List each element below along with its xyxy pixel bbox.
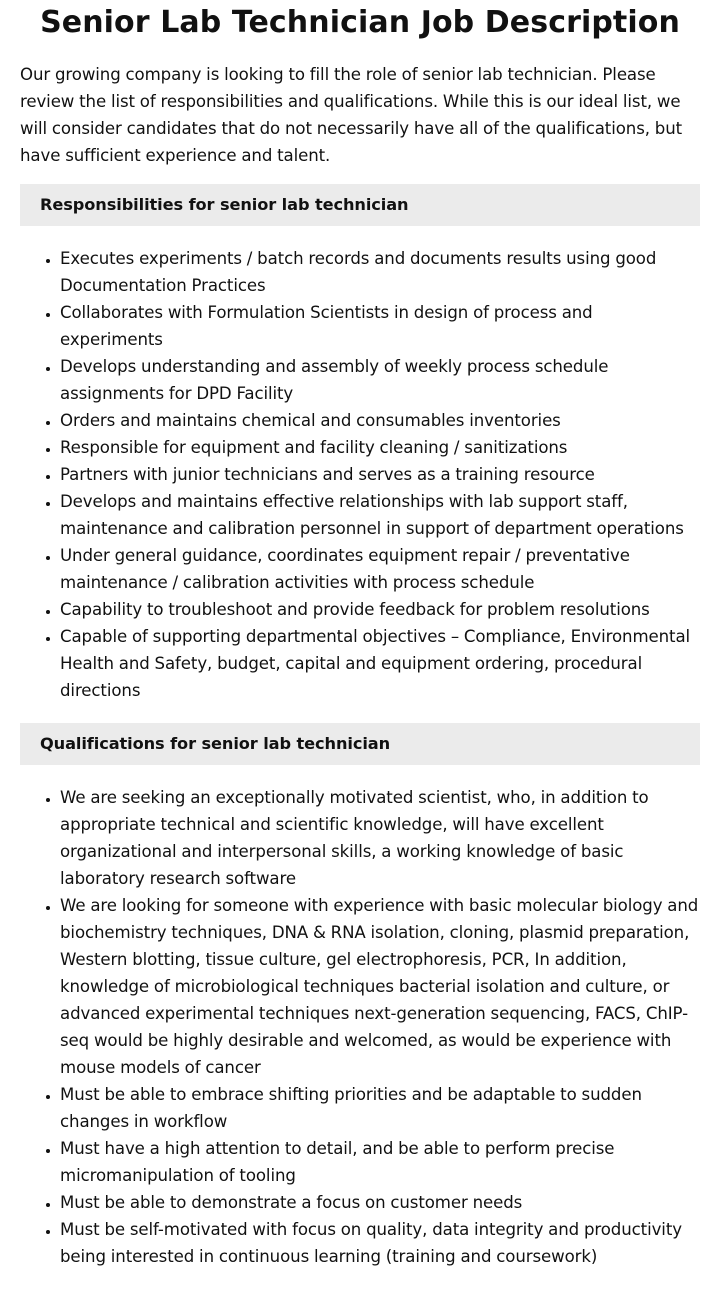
qualification-item: • We are seeking an exceptionally motivated scientist, who, in addition to appropriate technical and scientific knowledge, will have excellent organizational and interpersonal skills, a working knowledge of basic laboratory research software xyxy=(60,784,700,892)
responsibility-item: • Capable of supporting departmental objectives – Compliance, Environmental Health and Safety, budget, capital and equipment ordering, procedural directions xyxy=(60,623,700,704)
qualification-item: • Must be able to demonstrate a focus on customer needs xyxy=(60,1189,700,1216)
responsibility-item: • Capability to troubleshoot and provide feedback for problem resolutions xyxy=(60,596,700,623)
responsibility-item: • Executes experiments / batch records and documents results using good Documentation Practices xyxy=(60,245,700,299)
responsibilities-list xyxy=(20,245,700,704)
responsibility-item: • Collaborates with Formulation Scientists in design of process and experiments xyxy=(60,299,700,353)
qualification-item: • Must be able to embrace shifting priorities and be adaptable to sudden changes in workflow xyxy=(60,1081,700,1135)
qualification-item: • We are looking for someone with experience with basic molecular biology and biochemistry techniques, DNA & RNA isolation, cloning, plasmid preparation, Western blotting, tissue culture, gel electrophoresis, PCR, In addition, knowledge of microbiological techniques bacterial isolation and culture, or advanced experimental techniques next-generation sequencing, FACS, ChIP-seq would be highly desirable and welcomed, as would be experience with mouse models of cancer xyxy=(60,892,700,1081)
responsibilities-heading: Responsibilities for senior lab technician xyxy=(20,184,700,226)
intro-paragraph: Our growing company is looking to fill the role of senior lab technician. Please review the list of responsibilities and qualifications. While this is our ideal list, we will consider candidates that do not necessarily have all of the qualifications, but have sufficient experience and talent. xyxy=(20,65,683,165)
page-title: Senior Lab Technician Job Description xyxy=(40,5,680,40)
qualifications-heading: Qualifications for senior lab technician xyxy=(20,723,700,765)
qualifications-list xyxy=(20,784,700,1270)
responsibility-item: • Responsible for equipment and facility cleaning / sanitizations xyxy=(60,434,700,461)
responsibility-item: • Partners with junior technicians and serves as a training resource xyxy=(60,461,700,488)
responsibility-item: • Orders and maintains chemical and consumables inventories xyxy=(60,407,700,434)
responsibility-item: • Develops and maintains effective relationships with lab support staff, maintenance and calibration personnel in support of department operations xyxy=(60,488,700,542)
qualification-item: • Must be self-motivated with focus on quality, data integrity and productivity being interested in continuous learning (training and coursework) xyxy=(60,1216,700,1270)
qualification-item: • Must have a high attention to detail, and be able to perform precise micromanipulation of tooling xyxy=(60,1135,700,1189)
responsibility-item: • Under general guidance, coordinates equipment repair / preventative maintenance / calibration activities with process schedule xyxy=(60,542,700,596)
responsibility-item: • Develops understanding and assembly of weekly process schedule assignments for DPD Facility xyxy=(60,353,700,407)
